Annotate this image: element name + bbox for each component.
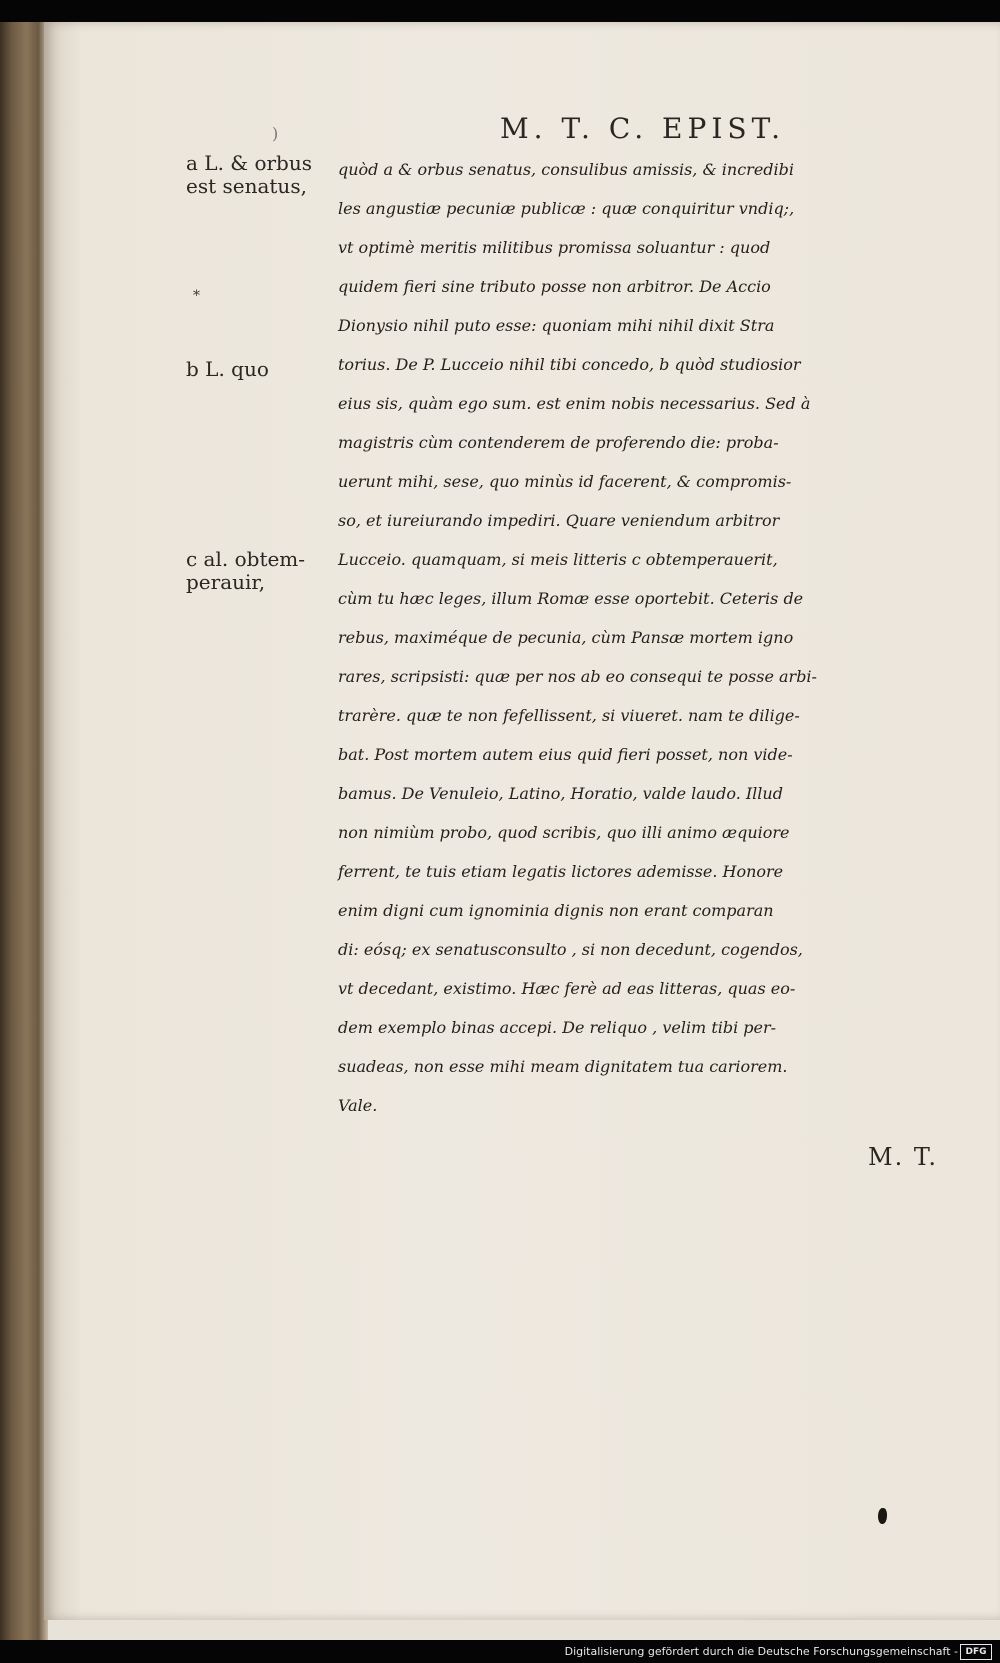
footer-credit: Digitalisierung gefördert durch die Deutsche Forschungsgemeinschaft - [564,1645,958,1658]
text-line: vt decedant, existimo. Hæc ferè ad eas litteras, quas eo- [338,979,796,998]
stray-mark: ) [272,124,279,143]
top-black-border [0,0,1000,22]
text-line: bamus. De Venuleio, Latino, Horatio, valde laudo. Illud [338,784,783,803]
text-line: ferrent, te tuis etiam legatis lictores ademisse. Honore [338,862,784,881]
marginal-note-b [186,358,269,381]
note-star-mark: * [193,288,200,304]
text-line: vt optimè meritis militibus promissa soluantur : quod [338,238,771,257]
text-line: so, et iureiurando impediri. Quare veniendum arbitror [338,511,780,530]
text-line: les angustiæ pecuniæ publicæ : quæ conquiritur vndiq;, [338,199,795,218]
text-line: suadeas, non esse mihi meam dignitatem tua cariorem. [338,1057,788,1076]
text-line: cùm tu hæc leges, illum Romæ esse oportebit. Ceteris de [338,589,804,608]
marginal-note-c [186,548,305,594]
text-line: quidem fieri sine tributo posse non arbitror. De Accio [338,277,771,296]
text-line: Lucceio. quamquam, si meis litteris c obtemperauerit, [338,550,778,569]
text-line: rebus, maximéque de pecunia, cùm Pansæ mortem igno [338,628,794,647]
ink-blot-mark [878,1508,887,1524]
text-line: quòd a & orbus senatus, consulibus amissis, & incredibi [338,160,795,179]
text-line: magistris cùm contenderem de proferendo die: proba- [338,433,779,452]
running-head: M. T. C. EPIST. [500,112,786,145]
marginal-note-line: perauir, [186,570,266,594]
marginal-note-line: est senatus, [186,174,307,198]
text-line: torius. De P. Lucceio nihil tibi concedo, b quòd studiosior [338,355,801,374]
marginal-note-a [186,152,312,198]
signature: M. T. [868,1143,938,1171]
text-line: rares, scripsisti: quæ per nos ab eo consequi te posse arbi- [338,667,817,686]
text-line: Vale. [338,1096,378,1115]
text-line: non nimiùm probo, quod scribis, quo illi animo æquiore [338,823,790,842]
book-spine [0,22,48,1642]
text-line: eius sis, quàm ego sum. est enim nobis necessarius. Sed à [338,394,811,413]
dfg-logo-icon: DFG [960,1644,992,1660]
marginal-note-line: a L. & orbus [186,151,312,175]
text-line: di: eósq; ex senatusconsulto , si non decedunt, cogendos, [338,940,803,959]
text-line: enim digni cum ignominia dignis non erant comparan [338,901,774,920]
text-line: Dionysio nihil puto esse: quoniam mihi nihil dixit Stra [338,316,775,335]
text-line: trarère. quæ te non fefellissent, si viueret. nam te dilige- [338,706,800,725]
marginal-note-line: c al. obtem- [186,547,306,571]
text-line: dem exemplo binas accepi. De reliquo , velim tibi per- [338,1018,777,1037]
text-line: bat. Post mortem autem eius quid fieri posset, non vide- [338,745,793,764]
marginal-note-line: b L. quo [186,357,269,381]
text-line: uerunt mihi, sese, quo minùs id facerent, & compromis- [338,472,792,491]
letter-body [338,150,988,1125]
